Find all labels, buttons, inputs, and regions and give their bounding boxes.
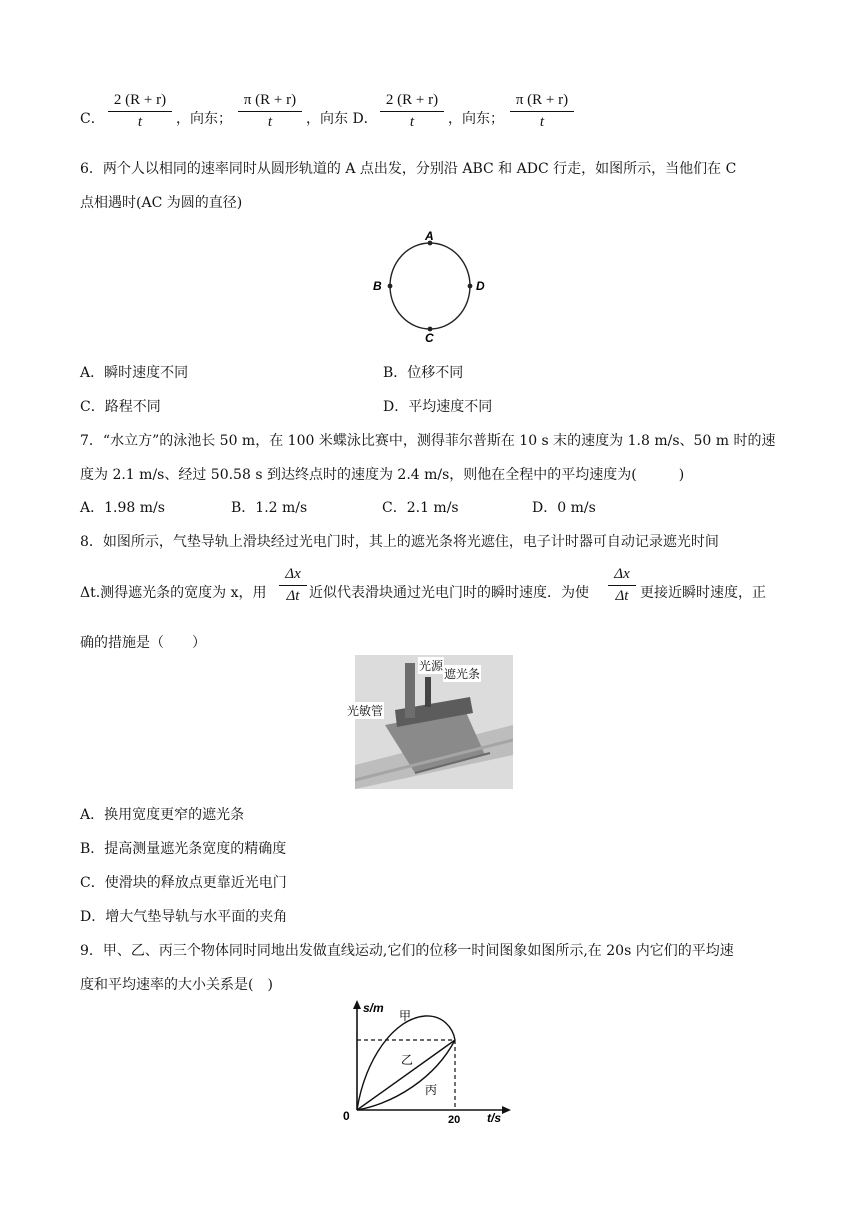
q5-d-frac-b-den: t — [539, 114, 545, 130]
x-axis-arrow — [502, 1106, 511, 1114]
q8-stem-line3: 确的措施是（ ） — [80, 635, 206, 651]
q5-c-frac-b-den: t — [267, 114, 273, 130]
origin-label: 0 — [343, 1109, 350, 1123]
point-b-label: B — [373, 279, 382, 293]
point-a-label: A — [425, 229, 434, 243]
q8-stem-line2-c: 更接近瞬时速度，正 — [640, 585, 766, 601]
x-tick-20: 20 — [448, 1114, 461, 1124]
air-track-photo — [355, 655, 513, 789]
point-d-label: D — [476, 279, 485, 293]
q8-frac2-den: Δt — [615, 588, 629, 604]
q8-stem-line1: 8．如图所示，气垫导轨上滑块经过光电门时，其上的遮光条将光遮住，电子计时器可自动记录遮光时间 — [80, 534, 719, 550]
q7-option-a: A．1.98 m/s — [80, 500, 165, 516]
line-yi — [357, 1040, 455, 1110]
point-b-dot — [388, 284, 393, 289]
q6-stem-line2: 点相遇时(AC 为圆的直径) — [80, 195, 243, 211]
q9-stem-line1: 9．甲、乙、丙三个物体同时同地出发做直线运动,它们的位移一时间图象如图所示,在 20s 内它们的平均速 — [80, 943, 734, 959]
displacement-time-graph — [335, 998, 515, 1124]
q6-option-a: A．瞬时速度不同 — [80, 365, 189, 381]
q8-option-d: D．增大气垫导轨与水平面的夹角 — [80, 909, 288, 925]
q6-option-d: D．平均速度不同 — [383, 399, 493, 415]
q5-option-c-label: C． — [80, 111, 105, 127]
circle-track-figure — [360, 226, 500, 344]
x-axis-label: t/s — [487, 1111, 502, 1124]
q7-option-d: D．0 m/s — [532, 500, 596, 516]
label-jia: 甲 — [399, 1009, 412, 1023]
q5-d-frac-b-num: π (R + r) — [510, 92, 574, 112]
q7-stem-line2: 度为 2.1 m/s、经过 50.58 s 到达终点时的速度为 2.4 m/s，则他在全程中的平均速度为( ) — [80, 467, 685, 483]
q5-c-frac-b-num: π (R + r) — [238, 92, 302, 112]
q7-option-c: C．2.1 m/s — [382, 500, 459, 516]
q5-c-frac-a-num: 2 (R + r) — [108, 92, 172, 112]
label-bing: 丙 — [425, 1083, 438, 1097]
q5-d-sep: ，向东； — [448, 111, 504, 127]
q9-stem-line2: 度和平均速率的大小关系是( ) — [80, 977, 273, 993]
q7-stem-line1: 7．“水立方”的泳池长 50 m，在 100 米蝶泳比赛中，测得菲尔普斯在 10 s 末的速度为 1.8 m/s、50 m 时的速 — [80, 433, 776, 449]
q5-d-fraction-b — [510, 92, 574, 131]
q8-option-b: B．提高测量遮光条宽度的精确度 — [80, 841, 287, 857]
q8-fraction-2 — [608, 566, 636, 605]
q8-frac1-den: Δt — [286, 588, 300, 604]
q5-c-fraction-a — [108, 92, 172, 131]
label-light-source: 光源 — [419, 659, 444, 673]
q5-d-fraction-a — [380, 92, 444, 131]
q8-frac2-num: Δx — [608, 566, 636, 586]
label-shading-strip: 遮光条 — [444, 667, 481, 681]
y-axis-label: s/m — [363, 1001, 384, 1015]
q5-option-d-label: ，向东 D． — [306, 111, 378, 127]
q5-c-fraction-b — [238, 92, 302, 131]
q8-fraction-1 — [279, 566, 307, 605]
q7-option-b: B．1.2 m/s — [231, 500, 308, 516]
q8-frac1-num: Δx — [279, 566, 307, 586]
y-axis-arrow — [353, 1000, 361, 1009]
q5-d-frac-a-den: t — [409, 114, 415, 130]
q8-option-a: A．换用宽度更窄的遮光条 — [80, 807, 245, 823]
q8-stem-line2-b: 近似代表滑块通过光电门时的瞬时速度．为使 — [309, 585, 589, 601]
q6-stem-line1: 6．两个人以相同的速率同时从圆形轨道的 A 点出发，分别沿 ABC 和 ADC 行走，如图所示，当他们在 C — [80, 161, 737, 177]
circle-track — [390, 243, 470, 329]
q5-c-frac-a-den: t — [137, 114, 143, 130]
q6-option-c: C．路程不同 — [80, 399, 161, 415]
q8-option-c: C．使滑块的释放点更靠近光电门 — [80, 875, 287, 891]
q8-stem-line2-a: Δt.测得遮光条的宽度为 x，用 — [80, 585, 267, 601]
label-photosensor: 光敏管 — [347, 704, 384, 718]
label-yi: 乙 — [401, 1053, 414, 1067]
air-track-drawing — [355, 655, 513, 789]
q6-option-b: B．位移不同 — [383, 365, 464, 381]
q5-c-sep: ，向东； — [176, 111, 232, 127]
q5-d-frac-a-num: 2 (R + r) — [380, 92, 444, 112]
point-d-dot — [468, 284, 473, 289]
point-c-label: C — [425, 331, 434, 344]
